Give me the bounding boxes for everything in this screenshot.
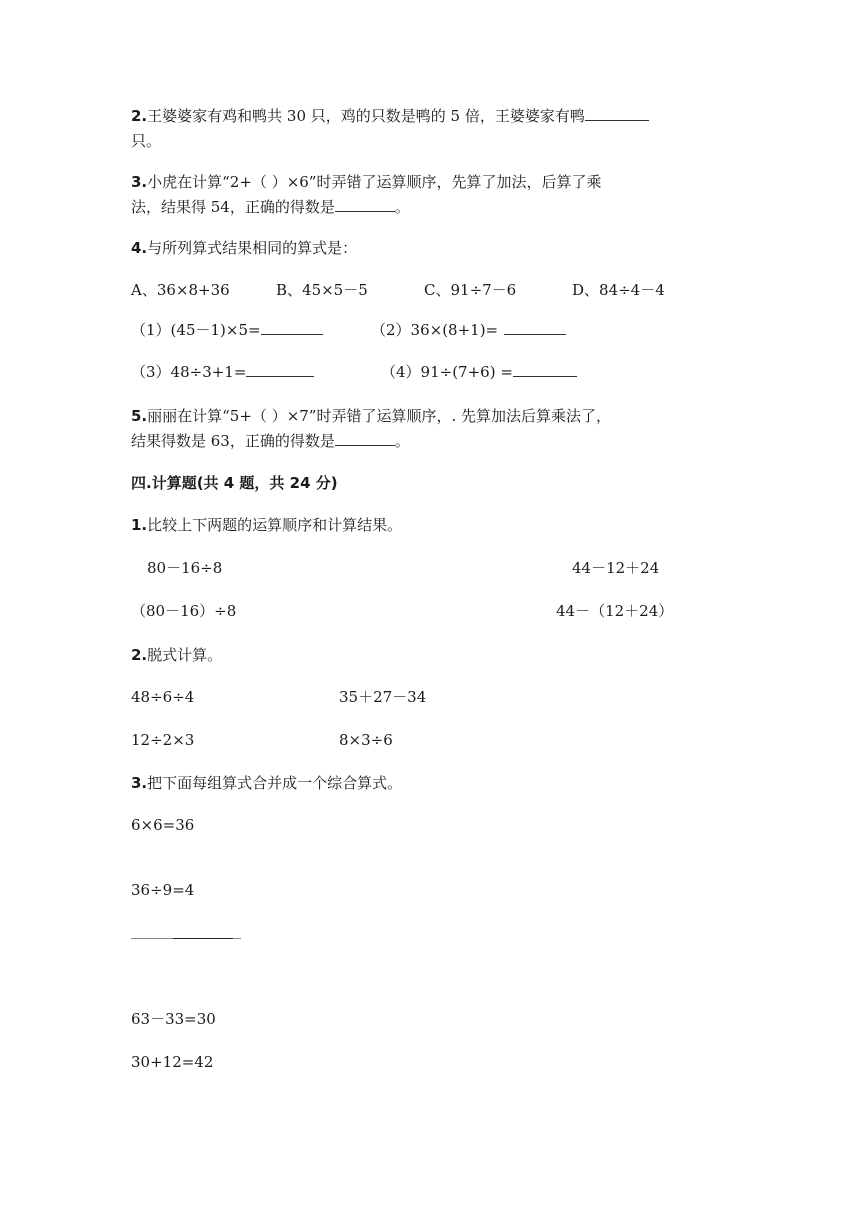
answer-blank[interactable] [261,320,323,335]
sub-question-2 [371,320,566,340]
expression: 12÷2×3 [131,731,195,749]
option-c: C、91÷7－6 [424,281,517,299]
question-4-line1 [131,238,357,258]
equation: 63－33=30 [131,1010,216,1028]
question-number: 4. [131,239,148,257]
question-text-end: 。 [394,432,410,450]
sub-question-text: （3）48÷3+1= [131,363,247,381]
question-text-end: 。 [394,198,410,216]
question-number: 2. [131,646,148,664]
expression: 8×3÷6 [339,731,393,749]
question-text: 结果得数是 63，正确的得数是 [131,432,335,450]
option-d: D、84÷4－4 [572,281,665,299]
expression: 44－12＋24 [572,559,660,577]
section-heading: 四.计算题(共 4 题，共 24 分) [131,474,338,492]
question-number: 2. [131,107,148,125]
question-number: 5. [131,407,148,425]
question-number: 3. [131,173,148,191]
question-3-line1 [131,172,601,192]
sub-question-3 [131,362,314,382]
calc-question-2 [131,645,222,665]
question-text: 小虎在计算“2+（ ）×6”时弄错了运算顺序，先算了加法，后算了乘 [147,173,602,191]
question-text: 法，结果得 54，正确的得数是 [131,198,335,216]
question-5-line1 [131,406,611,426]
expression: 80－16÷8 [147,559,223,577]
equation: 36÷9=4 [131,881,195,899]
sub-question-text: （4）91÷(7+6) = [381,363,513,381]
expression: 44－（12＋24） [556,602,674,620]
equation: 30+12=42 [131,1053,214,1071]
question-text: 只。 [131,132,162,150]
question-text: 脱式计算。 [147,646,223,664]
expression: 48÷6÷4 [131,688,195,706]
question-3-line2 [131,197,410,217]
question-number: 3. [131,774,148,792]
question-number: 1. [131,516,148,534]
expression: 35＋27－34 [339,688,427,706]
question-text: 与所列算式结果相同的算式是： [147,239,358,257]
calc-question-1 [131,515,402,535]
sub-question-4 [381,362,577,382]
question-text: 丽丽在计算“5+（ ）×7”时弄错了运算顺序，. 先算加法后算乘法了， [147,407,612,425]
question-text: 王婆婆家有鸡和鸭共 30 只，鸡的只数是鸭的 5 倍，王婆婆家有鸭 [147,107,585,125]
answer-blank[interactable] [504,320,566,335]
question-text: 把下面每组算式合并成一个综合算式。 [147,774,403,792]
sub-question-text: （1）(45－1)×5= [131,321,261,339]
equation: 6×6=36 [131,816,195,834]
option-b: B、45×5－5 [276,281,368,299]
sub-question-text: （2）36×(8+1)= [371,321,499,339]
question-5-line2 [131,431,410,451]
option-a: A、36×8+36 [131,281,230,299]
answer-blank[interactable] [335,431,395,446]
calc-question-3 [131,773,402,793]
answer-blank[interactable] [335,197,395,212]
answer-blank[interactable] [513,362,577,377]
answer-line [173,938,233,939]
sub-question-1 [131,320,323,340]
question-text: 比较上下两题的运算顺序和计算结果。 [147,516,403,534]
answer-blank[interactable] [585,106,649,121]
question-2-line1 [131,106,649,126]
expression: （80－16）÷8 [131,602,237,620]
answer-blank[interactable] [246,362,314,377]
question-2-line2 [131,131,161,151]
